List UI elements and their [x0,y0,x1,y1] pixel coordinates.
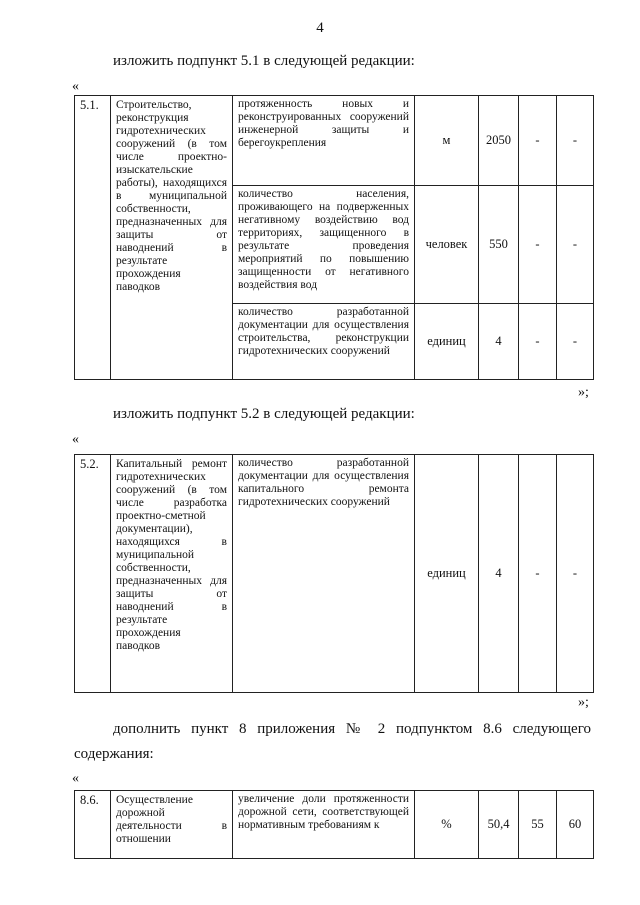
table-row [75,96,594,186]
indicator-text: увеличение доли протяженности дорожной сети, соответствующей нормативным требованиям к [233,791,415,859]
value-cell: - [519,186,557,304]
indicator-text: протяженность новых и реконструированных сооружений инженерной защиты и берегоукрепления [233,96,415,186]
item-number: 5.2. [75,455,111,693]
value-cell: - [557,304,594,380]
value-cell: - [519,96,557,186]
value-cell: - [557,455,594,693]
closing-quote: »; [578,695,589,710]
table-row [75,791,594,859]
value-cell: 55 [519,791,557,859]
closing-quote: »; [578,385,589,400]
instruction-5-2: изложить подпункт 5.2 в следующей редакции: [113,406,415,422]
indicator-text: количество населения, проживающего на подверженных негативному воздействию вод территориях, защищенного в результате проведения мероприятий по повышению защищенности от негативного воздействия вод [233,186,415,304]
value-cell: 2050 [479,96,519,186]
unit-cell: человек [415,186,479,304]
value-cell: 60 [557,791,594,859]
page-number: 4 [316,20,324,36]
value-cell: 4 [479,304,519,380]
measure-name: Капитальный ремонт гидротехнических сооружений (в том числе разработка проектно-сметной документации), находящихся в муниципальной собственности, предназначенных для защиты от наводнений в результате прохождения паводков [111,455,233,693]
table-subitem-5-2 [74,454,594,693]
instruction-8-6: дополнить пункт 8 приложения № 2 подпунктом 8.6 следующего [113,721,591,737]
unit-cell: % [415,791,479,859]
table-row [75,455,594,693]
instruction-8-6-cont: содержания: [74,746,154,762]
item-number: 5.1. [75,96,111,380]
measure-name: Строительство, реконструкция гидротехнических сооружений (в том числе проектно-изыскательские работы), находящихся в муниципальной собственности, предназначенных для защиты от наводнений в результате прохождения паводков [111,96,233,380]
instruction-5-1: изложить подпункт 5.1 в следующей редакции: [113,53,415,69]
indicator-text: количество разработанной документации для осуществления капитального ремонта гидротехнических сооружений [233,455,415,693]
opening-quote: « [72,771,79,786]
value-cell: - [557,186,594,304]
value-cell: - [519,455,557,693]
unit-cell: единиц [415,304,479,380]
item-number: 8.6. [75,791,111,859]
table-subitem-5-1 [74,95,594,380]
opening-quote: « [72,432,79,447]
unit-cell: м [415,96,479,186]
indicator-text: количество разработанной документации для осуществления строительства, реконструкции гидротехнических сооружений [233,304,415,380]
value-cell: 550 [479,186,519,304]
value-cell: - [519,304,557,380]
value-cell: 50,4 [479,791,519,859]
opening-quote: « [72,79,79,94]
value-cell: 4 [479,455,519,693]
unit-cell: единиц [415,455,479,693]
table-subitem-8-6 [74,790,594,859]
measure-name: Осуществление дорожной деятельности в отношении [111,791,233,859]
value-cell: - [557,96,594,186]
